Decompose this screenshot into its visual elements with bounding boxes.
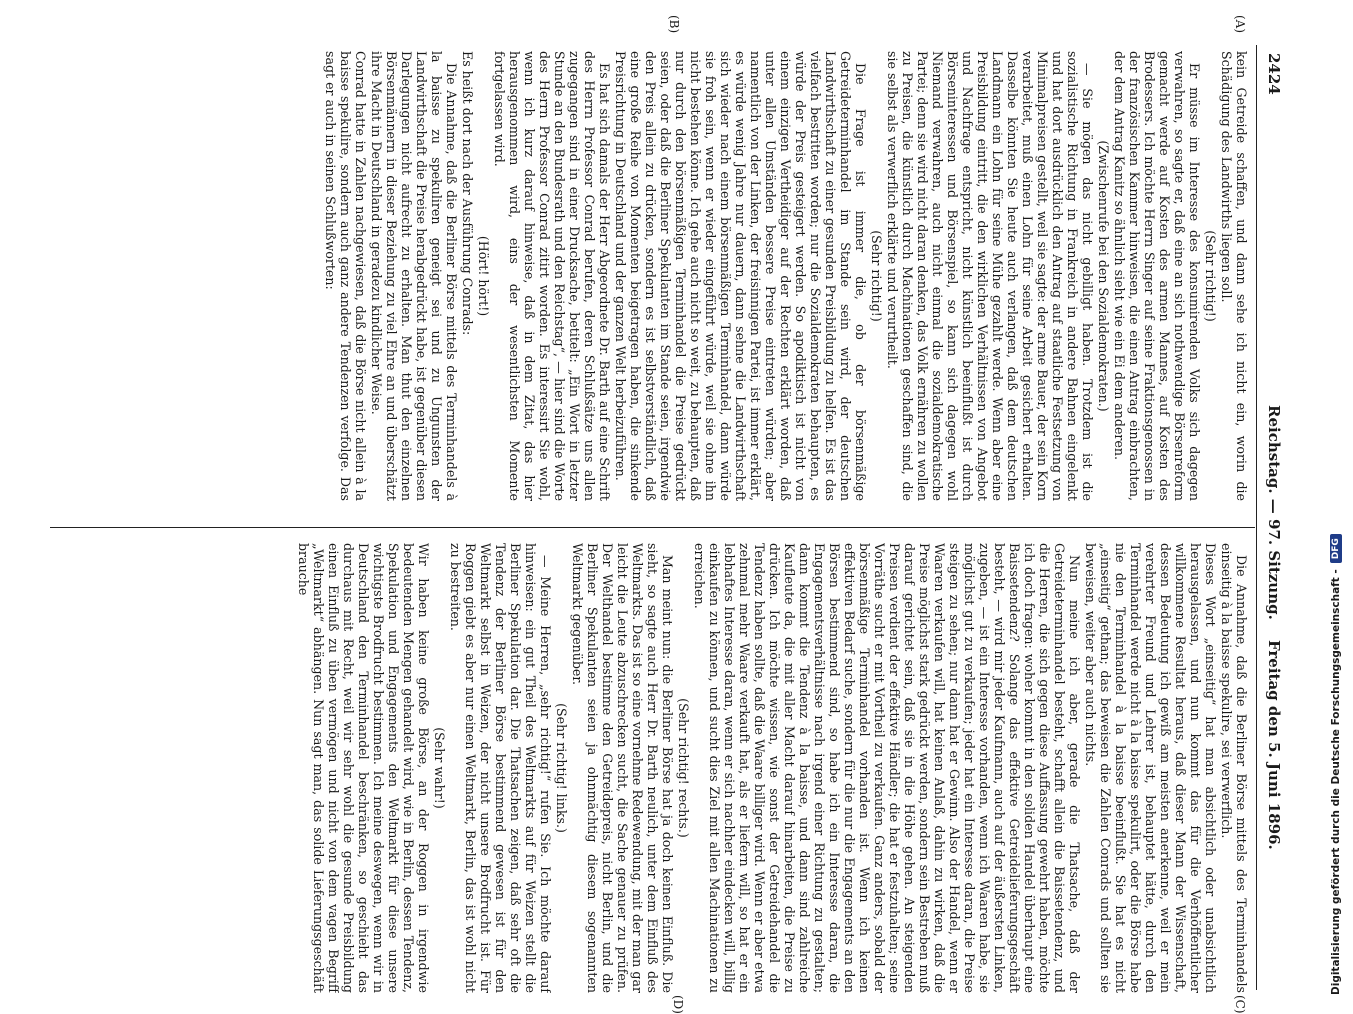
session-date: Freitag den 5. Juni 1896. xyxy=(1265,640,1283,850)
interjection: (Sehr richtig! rechts.) xyxy=(676,698,691,838)
dfg-logo: DFG xyxy=(1330,534,1342,563)
interjection: (Zwischenrufe bei den Sozialdemokraten.) xyxy=(1096,140,1111,412)
paragraph: Nun meine ich aber, gerade die Thatsache, daß der Getreideterminhandel besteht, schafft allein die Baissetendenz, und die Herren, die sich gegen diese Auffassung gewehrt haben, möchte ich doch fragen: woher kommt in den soliden Handel überhaupt eine Baissetendenz? Solange das effektive Getreidelieferungsgeschäft besteht, — wird mir jeder Kaufmann, auch auf der äußersten Linken, zugeben, — ist ein Interesse vorhanden, wenn ich Waaren habe, sie möglichst gut zu verkaufen; jeder hat ein Interesse daran, die Preise steigen zu sehen; nur dann hat er Gewinn. Also der Handel, wenn er Waaren verkaufen will, hat keinen Anlaß, dahin zu wirken, daß die Preise möglichst stark gedrückt werden, sondern sein Bestreben muß darauf gerichtet sein, daß sie in die Höhe gehen. An steigenden Preisen verdient der effektive Händler; die hat er festzuhalten; seine Vorräthe sucht er mit Vortheil zu verkaufen. Ganz anders, sobald der börsenmäßige Terminhandel vorhanden ist. Wenn ich keinen effektiven Bedarf suche, sondern für die nur die Engagements an den Börsen bestimmend sind, so habe ich ein Interesse daran, die Engagementsverhältnisse nach irgend einer Richtung zu gestalten; dann kommt die Tendenz à la baisse, und dann sind zahlreiche Kaufleute da, die mit aller Macht darauf hinarbeiten, die Preise zu drücken. Ich möchte wissen, wie sonst der Getreidehandel die Tendenz haben sollte, daß die Waare billiger wird. Wenn er aber etwa zehnmal mehr Waare verkauft hat, als er liefern will, so hat er ein lebhaftes Interesse daran, wenn er sich nachher eindecken will, billig einkaufen zu können, und sucht dies Ziel mit allen Machinationen zu erreichen. xyxy=(692,543,1082,993)
margin-mark-c: (C) xyxy=(1233,995,1247,1014)
left-text-column xyxy=(50,51,1249,501)
interjection: (Sehr richtig!) xyxy=(1203,230,1218,322)
paragraph: Dieses Wort „einseitig“ hat man absichtlich oder unabsichtlich herausgelassen, und nun kommt das für die Verhöffentlicher willkommene Resultat heraus, daß dieser Mann der Wissenschaft, dessen Bedeutung ich gewiß am meisten anerkenne, weil er mein verehrter Freund und Lehrer ist, behauptet hätte, durch den Terminhandel werde nicht à la baisse spekulirt, oder die Börse habe nie den Terminhandel à la baisse beeinflußt. Sie hat es nicht „einseitig“ gethan; das beweisen die Zahlen Conrads und sollten sie beweisen, weiter aber auch nichts. xyxy=(1083,543,1218,993)
page-number: 2424 xyxy=(1265,53,1283,95)
interjection: (Sehr richtig! links.) xyxy=(554,703,569,833)
interjection: (Hört! hört!) xyxy=(476,235,491,317)
interjection: (Sehr richtig!) xyxy=(869,230,884,322)
section-title: Reichstag. — 97. Sitzung. xyxy=(1265,405,1283,620)
paragraph: Conrad hatte in Zahlen nachgewiesen, daß die Börse nicht allein à la baisse spekulire, sondern auch ganz andere Tendenzen verfolge. Das sagt er auch in seinen Schlußworten: xyxy=(323,51,368,501)
paragraph: Wir haben keine große Börse, an der Roggen in irgendwie bedeutenden Mengen gehandelt wird, wie in Berlin, dessen Tendenz, Spekulation und Engagements den Weltmarkt für diese unsere wichtigste Brodfrucht bestimmen. Ich meine deswegen, wenn wir in Deutschland den Terminhandel beschränken, so geschieht das durchaus mit Recht, weil wir sehr wohl die gesunde Preisbildung einen Einfluß zu üben vermögen und nicht von dem vagen Begriff „Weltmarkt“ abhängen. Nun sagt man, das solide Lieferungsgeschäft brauche xyxy=(296,543,431,993)
digitization-note: Digitalisierung gefördert durch die Deutsche Forschungsgemeinschaft - xyxy=(1330,569,1342,995)
paragraph: kein Getreide schaffen, und dann sehe ich nicht ein, worin die Schädigung des Landwirths liegen soll. xyxy=(1219,51,1249,501)
interjection: (Sehr wahr!) xyxy=(432,727,447,809)
paragraph: — Meine Herren, „sehr richtig!“ rufen Sie. Ich möchte darauf hinweisen: ein gut Theil des Weltmarkts auf für Weizen stellt die Berliner Spekulation dar. Die Thatsachen zeigen, daß sehr oft die Tendenz der Berliner Börse bestimmend gewesen ist für den Weltmarkt selbst in Weizen, der nicht unsere Brodfrucht ist. Für Roggen giebt es aber nur einen Weltmarkt, Berlin, das ist wohl nicht zu bestreiten. xyxy=(448,543,553,993)
newspaper-page xyxy=(50,15,1285,1014)
page-header xyxy=(1259,45,1285,990)
margin-mark-a: (A) xyxy=(1233,15,1247,34)
digitization-credit xyxy=(1325,5,1347,995)
paragraph: Man meint nun: die Berliner Börse hat ja doch keinen Einfluß. Die sieht, so sagte auch Herr Dr. Barth neulich, unter dem Einfluß des Weltmarkts. Das ist so eine vornehme Redewendung, mit der man gar leicht die Leute abzuschrecken sucht, die Sache genauer zu prüfen. Der Welthandel bestimme den Getreidepreis, nicht Berlin, und die Berliner Spekulanten seien ja ohnmächtig diesem sogenannten Weltmarkt gegenüber. xyxy=(570,543,675,993)
paragraph: Die Annahme, daß die Berliner Börse mittels des Terminhandels à la baisse zu spekuliren geneigt sei und zu Ungunsten der Landwirthschaft die Preise herabgedrückt habe, ist gegenüber diesen Darlegungen nicht aufrecht zu erhalten. Man thut den einzelnen Börsenmännern in dieser Beziehung zu viel Ehre an und überschätzt ihre Macht in Deutschland in geradezu kindlicher Weise. xyxy=(369,51,459,501)
right-text-column xyxy=(50,543,1249,993)
paragraph: Er müsse im Interesse des konsumirenden Volks sich dagegen verwahren, so sagte er, daß eine an sich nothwendige Börsenreform gemacht werde auf Kosten des armen Mannes, auf Kosten des Brodessers. Ich möchte Herrn Singer auf seine Fraktionsgenossen in der französischen Kammer hinweisen, die einen Antrag einbrachten, der dem Antrag Kanitz so ähnlich sieht wie ein Ei dem anderen. xyxy=(1112,51,1202,501)
margin-mark-d: (D) xyxy=(671,995,685,1014)
paragraph: Die Annahme, daß die Berliner Börse mittels des Terminhandels einseitig à la baisse spekulire, sei verwerflich. xyxy=(1219,543,1249,993)
margin-mark-b: (B) xyxy=(667,15,681,34)
header-rule xyxy=(1256,45,1257,990)
paragraph: Die Frage ist immer die, ob der börsenmäßige Getreideterminhandel im Stande sein wird, der deutschen Landwirthschaft zu einer gesunden Preisbildung zu helfen. Es ist das vielfach bestritten worden; nur die Sozialdemokraten behaupten, es würde der Preis gesteigert werden. So apodiktisch ist nicht von einem einzigen Vertheidiger auf der Rechten erklärt worden, daß unter allen Umständen bessere Preise eintreten würden; aber namentlich von der Linken, der freisinnigen Partei, ist immer erklärt, es würde wenig Jahre nur dauern, dann sehne die Landwirthschaft sich wieder nach einem börsenmäßigen Terminhandel, dann würde sie froh sein, wenn er wieder eingeführt würde, weil sie ohne ihn nicht bestehen könne. Ich gehe auch nicht so weit, zu behaupten, daß nur durch den börsenmäßigen Terminhandel die Preise gedrückt seien, oder daß die Berliner Spekulanten im Stande seien, irgendwie den Preis allein zu drücken, sondern es ist selbstverständlich, daß eine große Reihe von Momenten beigetragen haben, die sinkende Preisrichtung in Deutschland und der ganzen Welt herbeizuführen. xyxy=(613,51,868,501)
column-divider xyxy=(50,527,1255,528)
paragraph: — Sie mögen das nicht gebilligt haben. Trotzdem ist die sozialistische Richtung in Frankreich in andere Bahnen eingelenkt und hat dort ausdrücklich den Antrag auf staatliche Festsetzung von Minimalpreisen gestellt, weil sie sagte: der arme Bauer, der sein Korn verarbeitet, muß einen Lohn für seine Arbeit gesichert erhalten. Dasselbe könnten Sie heute auch verlangen, daß dem deutschen Landmann ein Lohn für seine Mühe gezahlt werde. Wenn aber eine Preisbildung eintritt, die den wirklichen Verhältnissen von Angebot und Nachfrage entspricht, nicht künstlich beeinflußt ist durch Börseninteressen und Börsenspiel, so kann sich dagegen wohl Niemand verwahren, auch nicht einmal die sozialdemokratische Partei; denn sie wird nicht daran denken, das Volk ernähren zu wollen zu Preisen, die künstlich durch Machinationen geschaffen sind, die sie selbst als verwerflich erklärte und verurtheilt. xyxy=(885,51,1095,501)
paragraph: Es hat sich damals der Herr Abgeordnete Dr. Barth auf eine Schrift des Herrn Professor Conrad berufen, deren Schlußsätze uns allen zugegangen sind in einer Drucksache, betitelt: „Ein Wort in letzter Stunde an den Bundesrath und den Reichstag“, — hier sind die Worte des Herrn Professor Conrad zitirt worden. Es interessirt Sie wohl, wenn ich kurz darauf hinweise, daß in dem Zitat, das hier herausgenommen wird, eins der wesentlichsten Momente fortgelassen wird. xyxy=(492,51,612,501)
paragraph: Es heißt dort nach der Ausführung Conrads: xyxy=(460,51,475,336)
